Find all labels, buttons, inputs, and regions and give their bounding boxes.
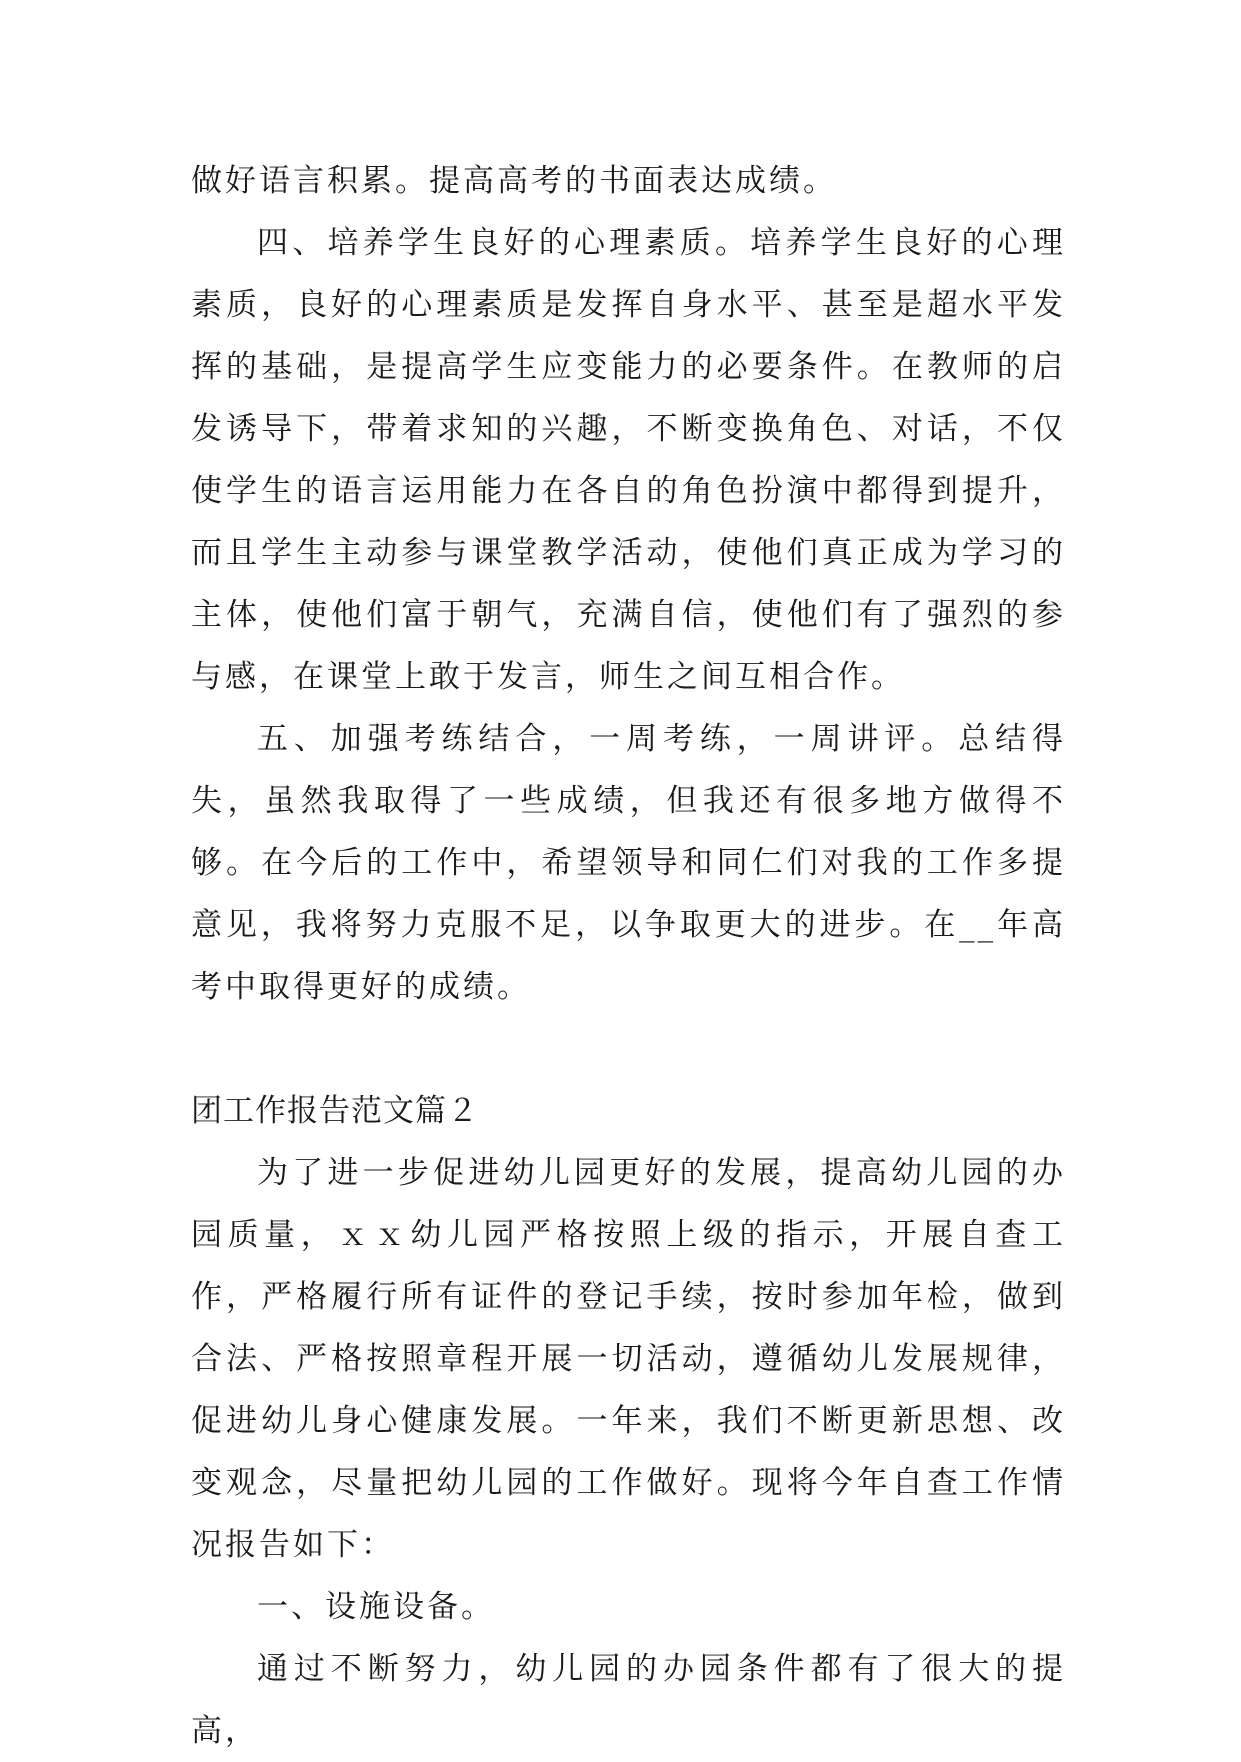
paragraph-section-five: 五、加强考练结合，一周考练，一周讲评。总结得失，虽然我取得了一些成绩，但我还有很多地方做得不够。在今后的工作中，希望领导和同仁们对我的工作多提意见，我将努力克服不足，以争取更大的进步。在__年高考中取得更好的成绩。: [191, 721, 1066, 1005]
paragraph-intro-end: 做好语言积累。提高高考的书面表达成绩。: [191, 163, 837, 199]
paragraph-section-four: 四、培养学生良好的心理素质。培养学生良好的心理素质，良好的心理素质是发挥自身水平、甚至是超水平发挥的基础，是提高学生应变能力的必要条件。在教师的启发诱导下，带着求知的兴趣，不断变换角色、对话，不仅使学生的语言运用能力在各自的角色扮演中都得到提升，而且学生主动参与课堂教学活动，使他们真正成为学习的主体，使他们富于朝气，充满自信，使他们有了强烈的参与感，在课堂上敢于发言，师生之间互相合作。: [191, 225, 1066, 695]
section-title: 团工作报告范文篇２: [191, 1093, 479, 1129]
paragraph-gap: [191, 1018, 1066, 1080]
item-one-heading: 一、设施设备。: [257, 1589, 495, 1625]
paragraph-facilities: 通过不断努力，幼儿园的办园条件都有了很大的提高，: [191, 1651, 1066, 1749]
document-body: [191, 150, 1066, 1762]
paragraph-section-intro: 为了进一步促进幼儿园更好的发展，提高幼儿园的办园质量，ｘｘ幼儿园严格按照上级的指示，开展自查工作，严格履行所有证件的登记手续，按时参加年检，做到合法、严格按照章程开展一切活动，遵循幼儿发展规律，促进幼儿身心健康发展。一年来，我们不断更新思想、改变观念，尽量把幼儿园的工作做好。现将今年自查工作情况报告如下：: [191, 1155, 1066, 1563]
